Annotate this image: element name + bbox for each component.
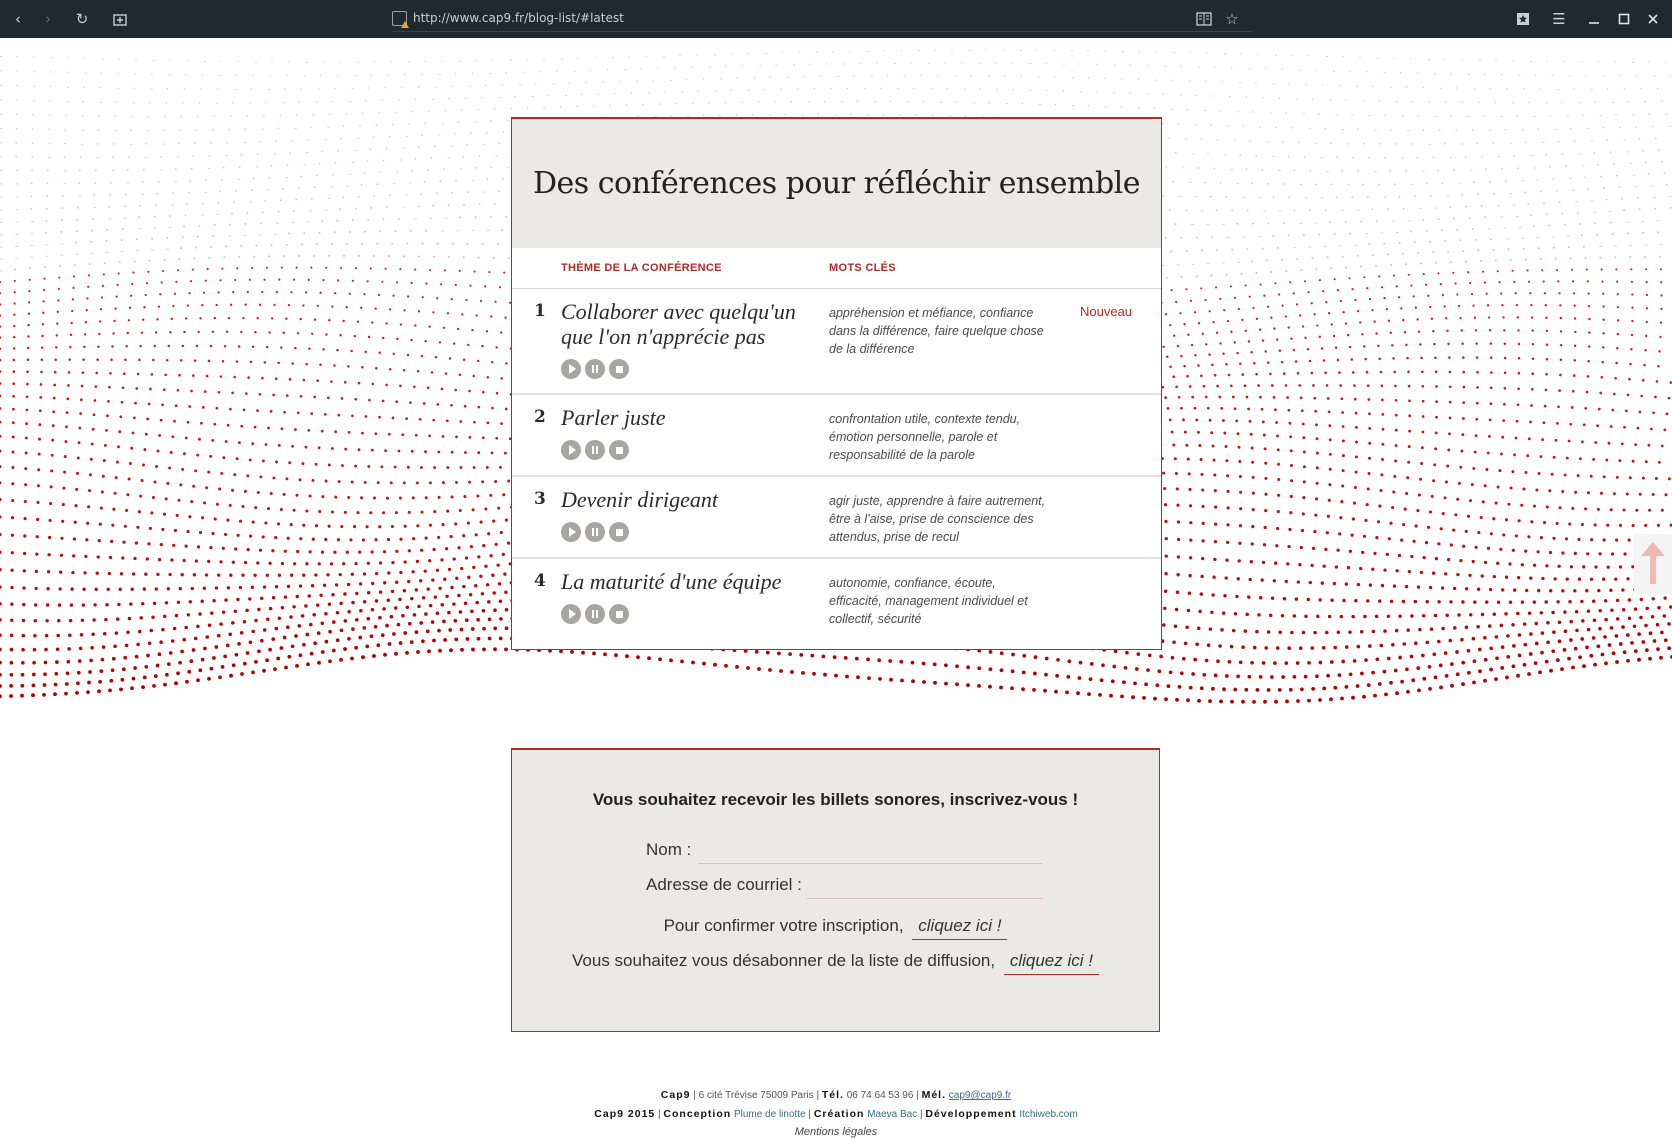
conference-row [512, 559, 1161, 649]
audio-controls [561, 440, 629, 460]
email-input[interactable] [807, 898, 1043, 899]
name-input[interactable] [698, 863, 1042, 864]
minimize-icon[interactable] [1584, 9, 1604, 29]
row-number: 4 [534, 571, 546, 591]
forward-icon[interactable]: › [45, 10, 51, 28]
browser-toolbar [0, 0, 1672, 38]
bookmark-star-icon[interactable]: ☆ [1225, 10, 1239, 28]
footer-creation-label: Création [813, 1108, 865, 1120]
arrow-up-icon [1650, 554, 1656, 584]
reader-icon[interactable] [1194, 9, 1214, 29]
row-keywords: autonomie, confiance, écoute, efficacité, management individuel et collectif, sécurité [829, 576, 1028, 626]
audio-controls [561, 359, 629, 379]
insecure-lock-icon [392, 11, 407, 26]
confirm-line [512, 916, 1159, 936]
unsubscribe-line [512, 951, 1159, 971]
play-icon[interactable] [561, 359, 581, 379]
conference-panel [511, 117, 1162, 650]
footer-copyright: Cap9 2015 [594, 1108, 656, 1120]
footer-line-1: Cap9 | 6 cité Trévise 75009 Paris | Tél. 06 74 64 53 96 | Mél. cap9@cap9.fr [660, 1089, 1012, 1101]
footer-tel-label: Tél. [821, 1089, 844, 1101]
scroll-to-top-button[interactable] [1634, 534, 1672, 594]
play-icon[interactable] [561, 522, 581, 542]
conference-row [512, 477, 1161, 559]
email-label: Adresse de courriel : [646, 875, 802, 894]
stop-icon[interactable] [609, 359, 629, 379]
name-label: Nom : [646, 840, 692, 859]
row-keywords: agir juste, apprendre à faire autrement, être à l'aise, prise de conscience des attendus, prise de recul [829, 494, 1046, 544]
email-field-row [646, 875, 802, 895]
pause-icon[interactable] [585, 604, 605, 624]
conference-title-link[interactable]: Devenir dirigeant [561, 487, 719, 512]
panel-header [512, 119, 1161, 248]
close-icon[interactable] [1643, 9, 1663, 29]
footer-dev-link[interactable]: Itchiweb.com [1019, 1109, 1078, 1120]
conference-title-link[interactable]: Parler juste [561, 405, 666, 430]
page-title: Des conférences pour réfléchir ensemble [532, 166, 1140, 201]
footer-brand: Cap9 [660, 1089, 691, 1101]
maximize-icon[interactable] [1614, 9, 1634, 29]
footer-dev-label: Développement [925, 1108, 1017, 1120]
confirm-link[interactable]: cliquez ici ! [912, 916, 1007, 940]
reload-icon[interactable]: ↻ [75, 10, 89, 28]
col-keywords-header: MOTS CLÉS [829, 262, 896, 274]
audio-controls [561, 604, 629, 624]
conference-row [512, 395, 1161, 477]
column-headers [512, 248, 1161, 289]
row-keywords: appréhension et méfiance, confiance dans la différence, faire quelque chose de la différence [829, 306, 1044, 356]
audio-controls [561, 522, 629, 542]
pause-icon[interactable] [585, 440, 605, 460]
subscribe-heading: Vous souhaitez recevoir les billets sonores, inscrivez-vous ! [592, 790, 1079, 809]
pause-icon[interactable] [585, 359, 605, 379]
conference-row [512, 289, 1161, 395]
conference-title-link[interactable]: Collaborer avec quelqu'un que l'on n'apprécie pas [561, 299, 796, 349]
play-icon[interactable] [561, 440, 581, 460]
footer-mentions-link[interactable]: Mentions légales [794, 1126, 878, 1138]
pause-icon[interactable] [585, 522, 605, 542]
footer-creation-link[interactable]: Maeva Bac [867, 1109, 918, 1120]
footer-conception-label: Conception [663, 1108, 732, 1120]
stop-icon[interactable] [609, 440, 629, 460]
subscribe-panel [511, 748, 1160, 1032]
row-number: 3 [534, 489, 546, 509]
play-icon[interactable] [561, 604, 581, 624]
footer-address: 6 cité Trévise 75009 Paris [698, 1090, 814, 1101]
new-badge: Nouveau [1080, 304, 1133, 319]
new-tab-icon[interactable] [110, 9, 130, 29]
library-icon[interactable] [1513, 9, 1533, 29]
row-number: 2 [534, 407, 546, 427]
stop-icon[interactable] [609, 604, 629, 624]
name-field-row [646, 840, 691, 860]
back-icon[interactable]: ‹ [15, 10, 21, 28]
footer-line-2: Cap9 2015 | Conception Plume de linotte | Création Maeva Bac | Développement Itchiweb.com [594, 1108, 1078, 1120]
row-number: 1 [534, 301, 546, 321]
conference-title-link[interactable]: La maturité d'une équipe [561, 569, 782, 594]
unsubscribe-text: Vous souhaitez vous désabonner de la liste de diffusion, [572, 951, 996, 970]
footer-conception-link[interactable]: Plume de linotte [733, 1109, 806, 1120]
footer-tel: 06 74 64 53 96 [846, 1090, 914, 1101]
unsubscribe-link[interactable]: cliquez ici ! [1004, 951, 1099, 975]
footer-mail-label: Mél. [921, 1089, 947, 1101]
footer-mail-link[interactable]: cap9@cap9.fr [948, 1090, 1012, 1101]
stop-icon[interactable] [609, 522, 629, 542]
url-text: http://www.cap9.fr/blog-list/#latest [413, 11, 624, 25]
row-keywords: confrontation utile, contexte tendu, émotion personnelle, parole et responsabilité de la parole [829, 412, 1021, 462]
confirm-text: Pour confirmer votre inscription, [663, 916, 904, 935]
address-bar[interactable] [392, 5, 1252, 32]
col-theme-header: THÈME DE LA CONFÉRENCE [561, 262, 722, 274]
menu-icon[interactable]: ☰ [1552, 10, 1566, 28]
